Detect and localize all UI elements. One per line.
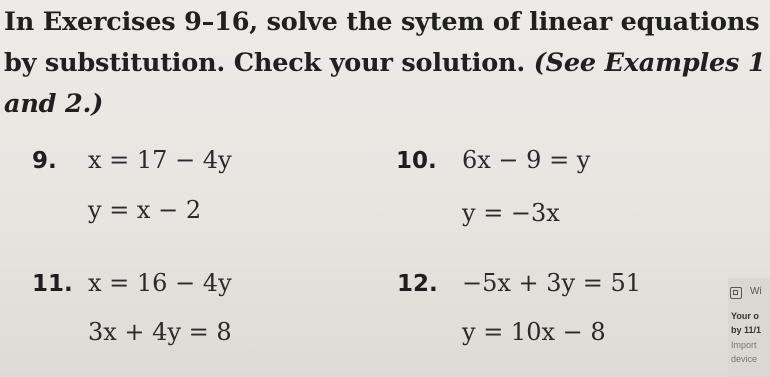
exercise-number: 11. (32, 271, 73, 297)
equation-1: 6x − 9 = y (462, 146, 591, 174)
equation-2: y = x − 2 (88, 196, 202, 224)
exercise-number: 9. (32, 148, 57, 174)
notification-line-3: Import (731, 340, 757, 350)
notification-line-2: by 11/1 (731, 325, 762, 335)
examples-reference: (See Examples 1 (533, 48, 766, 78)
exercise-number: 12. (397, 271, 438, 297)
instructions-line-1: In Exercises 9–16, solve the sytem of linear equations (4, 7, 760, 37)
equation-1: x = 16 − 4y (88, 269, 232, 297)
exercise-number: 10. (396, 148, 437, 174)
notification-line-4: device (731, 354, 758, 364)
equation-2: 3x + 4y = 8 (88, 318, 232, 346)
equation-1: −5x + 3y = 51 (462, 269, 642, 297)
windows-icon (730, 287, 742, 299)
notification-line-1: Your o (731, 311, 759, 321)
instructions (4, 2, 769, 125)
instructions-line-3: and 2.) (4, 89, 104, 119)
equation-1: x = 17 − 4y (88, 146, 232, 174)
notification-title: Wi (750, 286, 762, 297)
instructions-line-2 (4, 43, 769, 84)
system-notification[interactable] (728, 278, 770, 377)
equation-2: y = 10x − 8 (462, 318, 606, 346)
equation-2: y = −3x (462, 199, 560, 227)
instructions-main-text: by substitution. Check your solution. (4, 48, 526, 78)
